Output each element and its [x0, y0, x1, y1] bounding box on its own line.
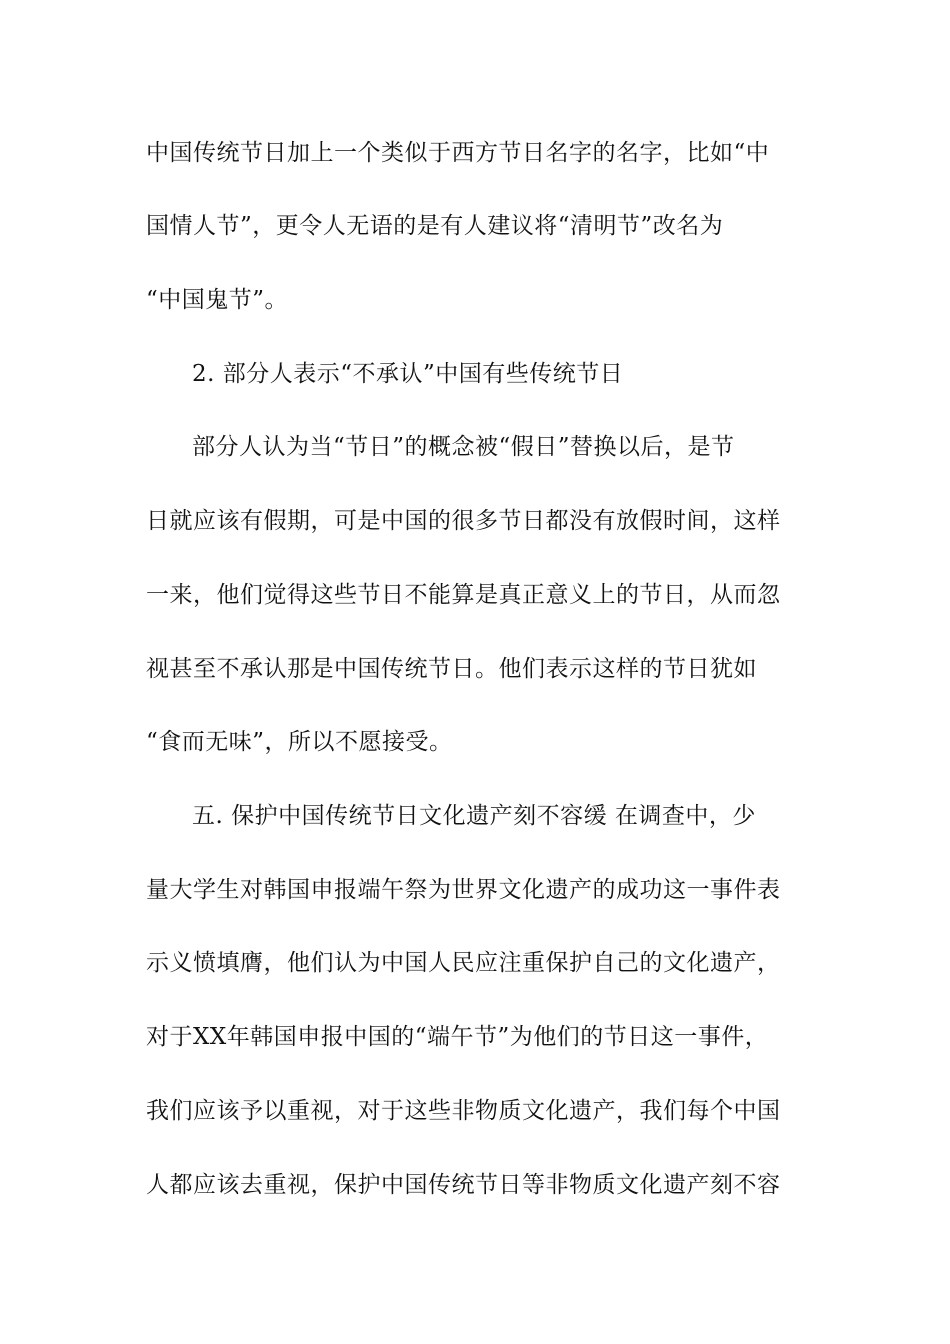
text-line: “中国鬼节”。	[146, 287, 289, 313]
text-line: “食而无味”，所以不愿接受。	[146, 729, 453, 755]
text-line: 日就应该有假期，可是中国的很多节日都没有放假时间，这样	[146, 508, 781, 534]
section-heading: 五. 保护中国传统节日文化遗产刻不容缓 在调查中，少	[192, 803, 756, 829]
text-line: 我们应该予以重视，对于这些非物质文化遗产，我们每个中国	[146, 1098, 781, 1124]
text-line: 人都应该去重视，保护中国传统节日等非物质文化遗产刻不容	[146, 1172, 781, 1198]
section-heading: 2. 部分人表示“不承认”中国有些传统节日	[192, 361, 624, 387]
text-line: 国情人节”，更令人无语的是有人建议将“清明节”改名为	[146, 213, 724, 239]
text-line: 中国传统节日加上一个类似于西方节日名字的名字，比如“中	[146, 140, 770, 166]
text-line: 对于XX年韩国申报中国的“端午节”为他们的节日这一事件，	[146, 1024, 769, 1050]
text-line: 视甚至不承认那是中国传统节日。他们表示这样的节日犹如	[146, 656, 757, 682]
text-line: 一来，他们觉得这些节日不能算是真正意义上的节日，从而忽	[146, 582, 781, 608]
text-line: 量大学生对韩国申报端午祭为世界文化遗产的成功这一事件表	[146, 877, 781, 903]
text-line: 部分人认为当“节日”的概念被“假日”替换以后，是节	[192, 434, 735, 460]
text-line: 示义愤填膺，他们认为中国人民应注重保护自己的文化遗产，	[146, 950, 781, 976]
